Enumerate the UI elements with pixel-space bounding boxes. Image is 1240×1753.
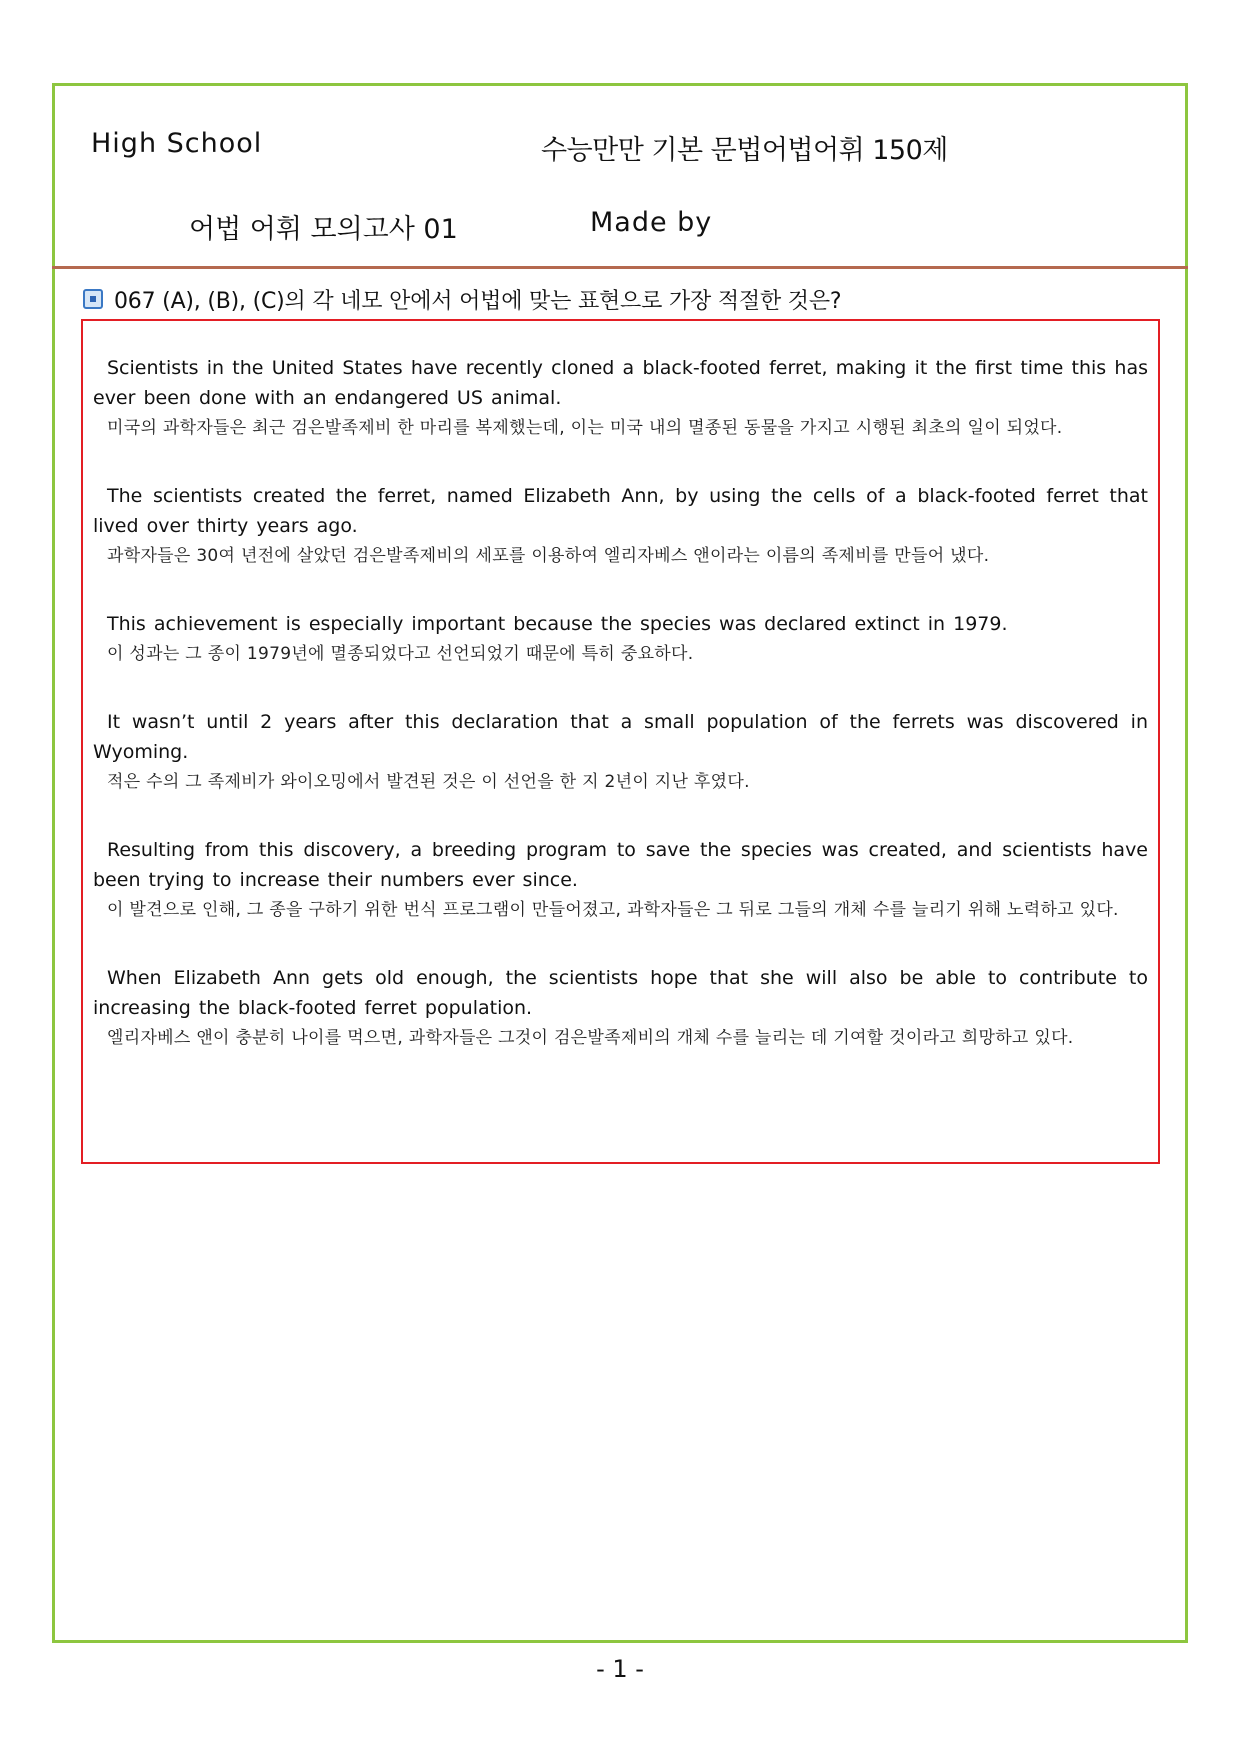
korean-translation: 과학자들은 30여 년전에 살았던 검은발족제비의 세포를 이용하여 엘리자베스 앤이라는 이름의 족제비를 만들어 냈다.: [107, 546, 990, 566]
header-test-title: 어법 어휘 모의고사 01: [189, 214, 458, 245]
question-text: 067 (A), (B), (C)의 각 네모 안에서 어법에 맞는 표현으로 가장 적절한 것은?: [114, 288, 842, 314]
passage-paragraph: [93, 963, 1148, 1053]
korean-translation: 엘리자베스 앤이 충분히 나이를 먹으면, 과학자들은 그것이 검은발족제비의 개체 수를 늘리는 데 기여할 것이라고 희망하고 있다.: [107, 1028, 1074, 1048]
question-line: [83, 284, 841, 314]
passage-paragraph: [93, 353, 1148, 443]
korean-translation: 이 성과는 그 종이 1979년에 멸종되었다고 선언되었기 때문에 특히 중요하다.: [107, 644, 694, 664]
header-book-title: 수능만만 기본 문법어법어휘 150제: [541, 135, 948, 166]
header-divider: [52, 266, 1188, 269]
english-sentence: Scientists in the United States have recently cloned a black-footed ferret, making it the first time this has ever been done with an endangered US animal.: [93, 357, 1148, 409]
header-school-level: High School: [91, 128, 263, 159]
passage-paragraph: [93, 707, 1148, 797]
english-sentence: The scientists created the ferret, named Elizabeth Ann, by using the cells of a black-footed ferret that lived over thirty years ago.: [93, 485, 1148, 537]
page-number: - 1 -: [596, 1655, 644, 1683]
passage-paragraph: [93, 835, 1148, 925]
english-sentence: When Elizabeth Ann gets old enough, the scientists hope that she will also be able to contribute to increasing the black-footed ferret population.: [93, 967, 1148, 1019]
passage-box: [81, 319, 1160, 1164]
header-author-label: Made by: [590, 207, 713, 238]
korean-translation: 미국의 과학자들은 최근 검은발족제비 한 마리를 복제했는데, 이는 미국 내의 멸종된 동물을 가지고 시행된 최초의 일이 되었다.: [107, 418, 1063, 438]
korean-translation: 이 발견으로 인해, 그 종을 구하기 위한 번식 프로그램이 만들어졌고, 과학자들은 그 뒤로 그들의 개체 수를 늘리기 위해 노력하고 있다.: [107, 900, 1119, 920]
checkbox-square-icon: [83, 289, 103, 309]
english-sentence: Resulting from this discovery, a breeding program to save the species was created, and scientists have been trying to increase their numbers ever since.: [93, 839, 1148, 891]
passage-paragraph: [93, 481, 1148, 571]
passage-paragraph: [93, 609, 1148, 669]
english-sentence: It wasn’t until 2 years after this declaration that a small population of the ferrets was discovered in Wyoming.: [93, 711, 1148, 763]
korean-translation: 적은 수의 그 족제비가 와이오밍에서 발견된 것은 이 선언을 한 지 2년이 지난 후였다.: [107, 772, 750, 792]
english-sentence: This achievement is especially important because the species was declared extinct in 1979.: [107, 613, 1008, 635]
